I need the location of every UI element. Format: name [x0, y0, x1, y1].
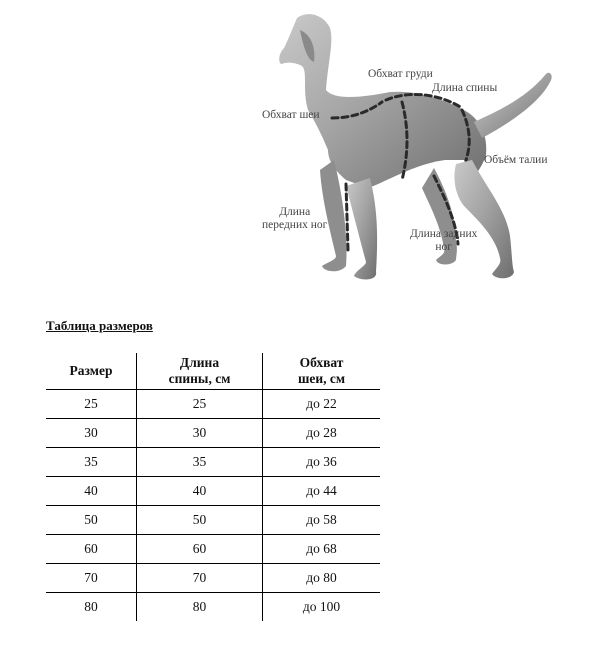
cell-back-length: 25 [137, 390, 263, 419]
cell-neck-girth: до 68 [263, 535, 381, 564]
label-chest-girth: Обхват груди [368, 68, 433, 80]
table-row [46, 477, 380, 506]
table-row [46, 535, 380, 564]
table-row [46, 564, 380, 593]
table-row [46, 448, 380, 477]
header-back-length [137, 353, 263, 390]
label-hind-legs-line1: Длина задних [410, 228, 478, 240]
cell-size: 80 [84, 599, 98, 614]
label-front-legs-line2: передних ног [262, 219, 328, 231]
table-row [46, 506, 380, 535]
header-back-line1: Длина [179, 355, 220, 370]
cell-size: 40 [46, 477, 137, 506]
table-row [46, 419, 380, 448]
cell-neck-girth: до 22 [263, 390, 381, 419]
size-table-title: Таблица размеров [46, 318, 153, 333]
cell-neck-girth: до 36 [263, 448, 381, 477]
cell-back-length: 40 [137, 477, 263, 506]
cell-neck-girth: до 80 [263, 564, 381, 593]
header-neck-line1: Обхват [299, 355, 344, 370]
cell-size: 25 [46, 390, 137, 419]
cell-back-length: 80 [137, 593, 263, 622]
size-table-header-row [46, 353, 380, 390]
header-neck-line2: шеи, см [297, 371, 346, 386]
cell-neck-girth: до 28 [263, 419, 381, 448]
size-table [46, 353, 380, 621]
label-front-legs [262, 206, 327, 232]
cell-neck-girth: до 100 [263, 593, 381, 622]
label-front-legs-line1: Длина [279, 206, 311, 218]
cell-neck-girth: до 58 [263, 506, 381, 535]
cell-back-length: 30 [137, 419, 263, 448]
cell-back-length: 50 [137, 506, 263, 535]
table-row [46, 593, 380, 622]
cell-size: 35 [46, 448, 137, 477]
label-neck-girth: Обхват шеи [262, 109, 320, 121]
cell-size: 30 [46, 419, 137, 448]
label-hind-legs [410, 228, 477, 254]
cell-back-length: 70 [137, 564, 263, 593]
header-neck-girth [263, 353, 381, 390]
label-back-length: Длина спины [432, 82, 498, 94]
cell-neck-girth: до 44 [263, 477, 381, 506]
header-size: Размер [46, 353, 137, 390]
header-back-line2: спины, см [168, 371, 231, 386]
label-waist: Объём талии [484, 154, 548, 166]
dog-measurement-diagram [250, 10, 570, 295]
table-row [46, 390, 380, 419]
cell-back-length: 60 [137, 535, 263, 564]
cell-size: 60 [46, 535, 137, 564]
cell-size: 50 [46, 506, 137, 535]
label-hind-legs-line2: ног [435, 241, 453, 253]
cell-back-length: 35 [137, 448, 263, 477]
cell-size: 70 [46, 564, 137, 593]
